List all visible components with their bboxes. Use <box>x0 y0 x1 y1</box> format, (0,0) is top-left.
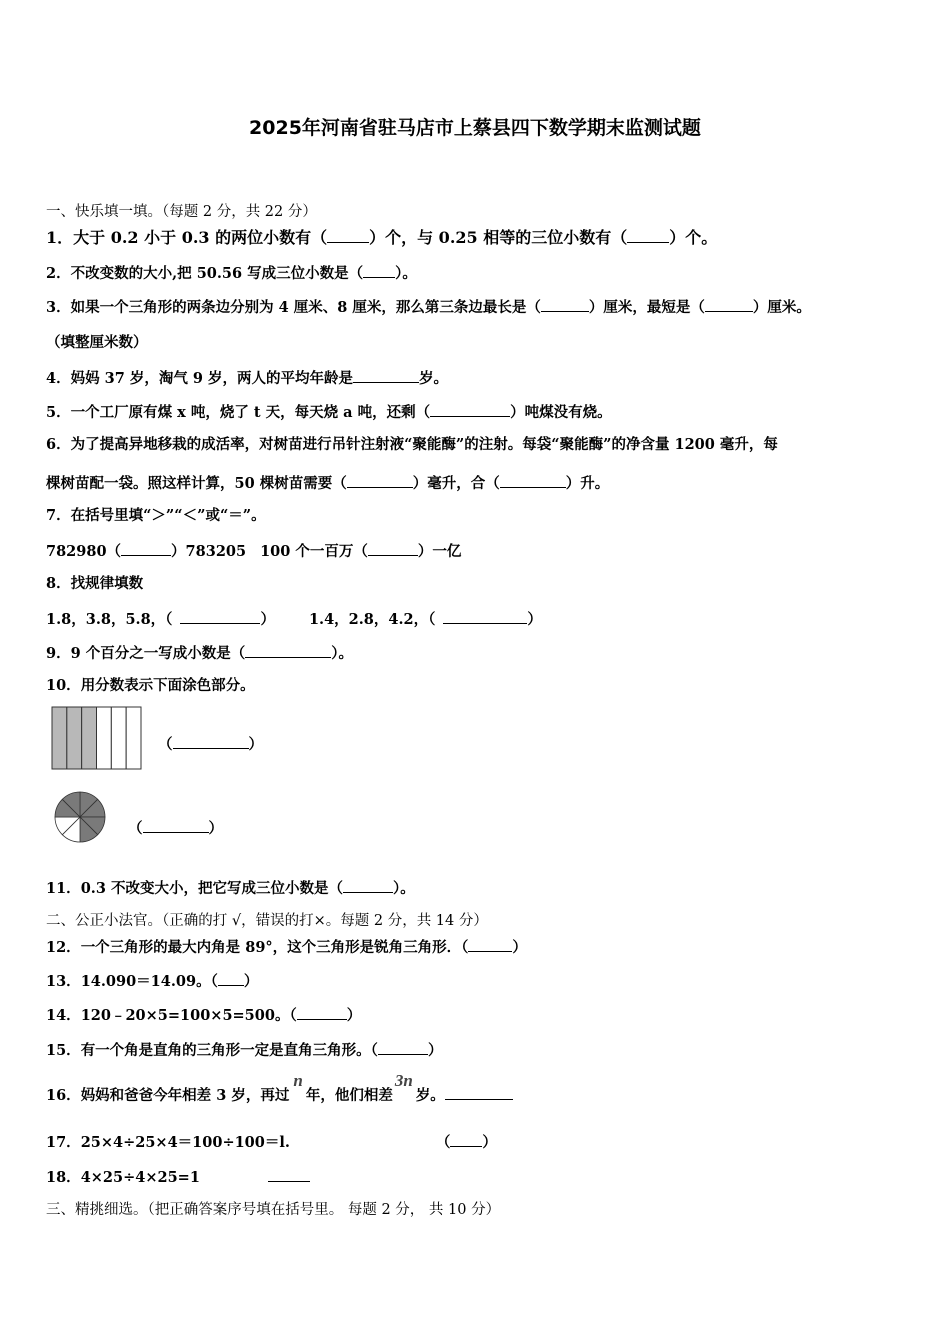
section-1-text: 一、快乐填一填。（每题 2 分，共 22 分） <box>46 204 317 220</box>
blank-strip <box>126 707 141 769</box>
q-text: 岁。 <box>419 370 449 387</box>
q-text: ）。 <box>395 265 417 282</box>
q-text: 棵树苗配一袋。照这样计算，50 棵树苗需要（ <box>46 475 347 492</box>
answer-blank[interactable] <box>343 878 393 893</box>
q-text: 找规律填数 <box>70 575 144 592</box>
q-text: 120﹣20×5=100×5=500。（ <box>80 1007 297 1024</box>
question-15 <box>46 1040 442 1060</box>
question-17 <box>46 1132 497 1152</box>
q-text: ）个，与 0.25 相等的三位小数有（ <box>369 228 628 247</box>
q-text: ） <box>260 611 275 628</box>
q-text: 为了提高异地移栽的成活率，对树苗进行吊针注射液“聚能酶”的注射。每袋“聚能酶”的净含量 1200 毫升，每 <box>70 436 778 453</box>
q-num: 13． <box>46 973 81 990</box>
q-text: ） <box>427 1042 443 1059</box>
q-text: ） <box>527 611 542 628</box>
q-text: 不改变数的大小,把 50.56 写成三位小数是（ <box>70 265 364 282</box>
section-2-text: 二、公正小法官。（正确的打 √，错误的打×。每题 2 分，共 14 分） <box>46 913 488 929</box>
q-num: 5． <box>46 404 71 421</box>
q-text: ） <box>512 939 527 956</box>
q-text: 782980（ <box>46 543 122 560</box>
answer-blank[interactable] <box>180 609 260 624</box>
question-13 <box>46 971 258 991</box>
question-7 <box>46 507 266 525</box>
question-6-cont <box>46 473 609 493</box>
answer-blank[interactable] <box>121 541 171 556</box>
q-num: 9． <box>46 645 71 662</box>
variable-n: n <box>293 1071 303 1090</box>
answer-blank[interactable] <box>500 473 566 488</box>
q-num: 15． <box>46 1042 81 1059</box>
answer-blank[interactable] <box>297 1005 347 1020</box>
q-text: 4×25÷4×25=1 <box>80 1169 200 1186</box>
q-text: 如果一个三角形的两条边分别为 4 厘米、8 厘米，那么第三条边最长是（ <box>70 299 541 316</box>
question-8 <box>46 575 143 593</box>
figure-2-answer <box>128 818 223 838</box>
variable-3n: 3n <box>394 1071 413 1090</box>
answer-blank[interactable] <box>468 937 512 952</box>
q-num: 2． <box>46 265 71 282</box>
question-5 <box>46 402 612 422</box>
question-8-items <box>46 609 542 629</box>
q-text: 在括号里填“＞”“＜”或“＝”。 <box>70 507 266 524</box>
q-text: ）升。 <box>565 475 610 492</box>
q-num: 6． <box>46 436 71 453</box>
section-2-heading <box>46 912 488 930</box>
q-text: 有一个角是直角的三角形一定是直角三角形。（ <box>80 1042 378 1059</box>
question-3 <box>46 297 811 317</box>
q-num: 4． <box>46 370 71 387</box>
answer-blank[interactable] <box>541 297 589 312</box>
q-text: ）一亿 <box>417 543 462 560</box>
q-text: ） <box>346 1007 362 1024</box>
q-num: 10． <box>46 677 81 694</box>
answer-blank[interactable] <box>430 402 510 417</box>
question-10 <box>46 677 255 695</box>
answer-blank[interactable] <box>378 1040 428 1055</box>
q-text: 大于 0.2 小于 0.3 的两位小数有（ <box>73 228 328 247</box>
q-text: 年，他们相差 <box>305 1087 393 1104</box>
q-num: 3． <box>46 299 71 316</box>
answer-blank[interactable] <box>450 1132 482 1147</box>
q-text: 用分数表示下面涂色部分。 <box>80 677 255 694</box>
section-3-heading <box>46 1201 500 1219</box>
q-text: 1.8，3.8，5.8，（ <box>46 611 173 628</box>
answer-blank[interactable] <box>353 368 419 383</box>
q-num: 17． <box>46 1134 81 1151</box>
shaded-strip <box>52 707 67 769</box>
question-12 <box>46 937 527 957</box>
q-text: 14.090＝14.09。（ <box>80 973 218 990</box>
q-text: ）吨煤没有烧。 <box>510 404 612 421</box>
answer-blank[interactable] <box>218 971 244 986</box>
q-text: 妈妈和爸爸今年相差 3 岁，再过 <box>80 1087 290 1104</box>
question-2 <box>46 263 417 283</box>
q-text: ） <box>482 1134 497 1151</box>
answer-blank[interactable] <box>705 297 753 312</box>
question-16 <box>46 1071 513 1105</box>
q-num: 16． <box>46 1087 81 1104</box>
question-7-items <box>46 541 461 561</box>
q-text: ）783205 <box>171 543 247 560</box>
q-text: ）。 <box>331 645 353 662</box>
answer-blank[interactable] <box>245 643 331 658</box>
q-text: ）个。 <box>669 228 718 247</box>
answer-blank[interactable] <box>173 734 249 749</box>
q-text: 一个三角形的最大内角是 89°，这个三角形是锐角三角形．（ <box>80 939 469 956</box>
q-text: （ <box>128 820 143 837</box>
shaded-strip <box>82 707 97 769</box>
q-text: （ <box>158 736 173 753</box>
q-text: 9 个百分之一写成小数是（ <box>70 645 246 662</box>
question-4 <box>46 368 448 388</box>
figure-1-answer <box>158 734 263 754</box>
blank-strip <box>111 707 126 769</box>
question-1 <box>46 228 717 247</box>
section-3-text: 三、精挑细选。（把正确答案序号填在括号里。 每题 2 分， 共 10 分） <box>46 1202 501 1218</box>
q-text: （ <box>435 1134 451 1151</box>
q-text: ）厘米。 <box>752 299 811 316</box>
q-text: ）厘米，最短是（ <box>588 299 705 316</box>
q-text: 25×4÷25×4＝100÷100＝l. <box>80 1134 290 1151</box>
answer-blank[interactable] <box>443 609 527 624</box>
shaded-rectangle-figure <box>51 706 143 770</box>
answer-blank[interactable] <box>327 228 369 243</box>
q-text: ）。 <box>392 880 415 897</box>
q-num: 14． <box>46 1007 81 1024</box>
answer-blank[interactable] <box>363 263 395 278</box>
shaded-strip <box>67 707 82 769</box>
q-num: 12． <box>46 939 81 956</box>
answer-blank[interactable] <box>347 473 413 488</box>
q-text: （填整厘米数） <box>46 334 148 351</box>
q-text: ） <box>208 820 223 837</box>
q-text: 1.4，2.8，4.2，（ <box>308 611 436 628</box>
q-text: 岁。 <box>415 1087 445 1104</box>
question-18 <box>46 1167 310 1187</box>
section-1-heading <box>46 203 317 221</box>
q-text: 妈妈 37 岁，淘气 9 岁，两人的平均年龄是 <box>70 370 354 387</box>
blank-strip <box>97 707 112 769</box>
answer-blank[interactable] <box>368 541 418 556</box>
shaded-circle-figure <box>53 790 107 844</box>
q-num: 8． <box>46 575 71 592</box>
q-text: 0.3 不改变大小，把它写成三位小数是（ <box>80 880 343 897</box>
q-num: 11． <box>46 880 81 897</box>
q-num: 7． <box>46 507 71 524</box>
question-9 <box>46 643 353 663</box>
answer-blank[interactable] <box>268 1167 310 1182</box>
q-text: ）毫升，合（ <box>412 475 500 492</box>
q-text: 一个工厂原有煤 x 吨，烧了 t 天，每天烧 a 吨，还剩（ <box>70 404 431 421</box>
question-14 <box>46 1005 361 1025</box>
q-text: 100 个一百万（ <box>260 543 368 560</box>
answer-blank[interactable] <box>627 228 669 243</box>
q-text: ） <box>243 973 259 990</box>
answer-blank[interactable] <box>445 1085 513 1100</box>
q-num: 18． <box>46 1169 81 1186</box>
q-num: 1． <box>46 228 74 247</box>
answer-blank[interactable] <box>143 818 209 833</box>
page-title: 2025年河南省驻马店市上蔡县四下数学期末监测试题 <box>249 117 701 139</box>
question-3-note <box>46 334 148 352</box>
question-11 <box>46 878 415 898</box>
question-6 <box>46 436 778 454</box>
q-text: ） <box>248 736 263 753</box>
